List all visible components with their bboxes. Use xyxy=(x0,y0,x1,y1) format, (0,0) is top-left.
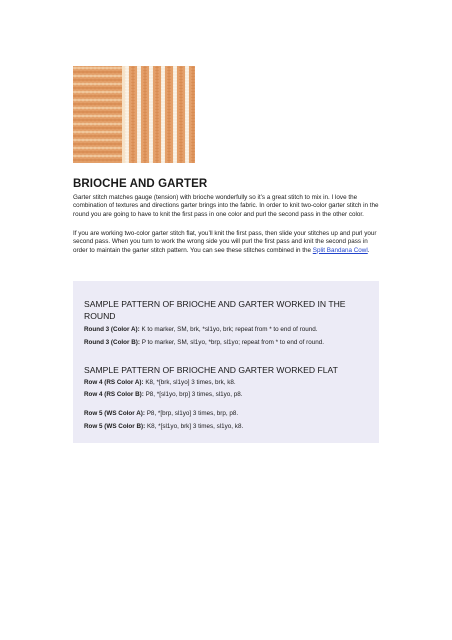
row-text: P8, *[brp, sl1yo] 3 times, brp, p8. xyxy=(144,410,239,417)
flat-row xyxy=(84,423,376,431)
row-text: K8, *[brk, sl1yo] 3 times, brk, k8. xyxy=(143,379,236,386)
row-label: Round 3 (Color A): xyxy=(84,326,140,333)
row-text: P to marker, SM, sl1yo, *brp, sl1yo; repeat from * to end of round. xyxy=(139,339,324,346)
section-title: BRIOCHE AND GARTER xyxy=(73,178,208,190)
sample-pattern-box xyxy=(73,281,379,443)
row-text: K8, *[sl1yo, brk] 3 times, sl1yo, k8. xyxy=(145,423,244,430)
flat-row xyxy=(84,391,376,399)
row-label: Row 4 (RS Color A): xyxy=(84,379,144,386)
swatch-photo xyxy=(73,66,195,163)
row-label: Row 5 (WS Color B): xyxy=(84,423,146,430)
knit-swatch-image xyxy=(73,66,195,163)
flat-paragraph xyxy=(73,230,383,255)
round-row xyxy=(84,326,376,334)
row-text: P8, *[sl1yo, brp] 3 times, sl1yo, p8. xyxy=(143,391,243,398)
flat-pattern-heading: SAMPLE PATTERN OF BRIOCHE AND GARTER WORKED FLAT xyxy=(84,365,338,375)
row-label: Round 3 (Color B): xyxy=(84,339,140,346)
flat-paragraph-end: . xyxy=(367,246,370,254)
row-label: Row 4 (RS Color B): xyxy=(84,391,144,398)
split-bandana-cowl-link[interactable]: Split Bandana Cowl xyxy=(312,246,368,254)
row-text: K to marker, SM, brk, *sl1yo, brk; repeat from * to end of round. xyxy=(139,326,318,333)
round-pattern-heading: SAMPLE PATTERN OF BRIOCHE AND GARTER WORKED IN THE ROUND xyxy=(84,299,346,321)
row-label: Row 5 (WS Color A): xyxy=(84,410,145,417)
intro-paragraph: Garter stitch matches gauge (tension) with brioche wonderfully so it’s a great stitch to mix in. I love the combination of textures and directions garter brings into the fabric. In order to knit two-color garter stitch in the round you are going to have to knit the first pass in one color and purl the second pass in the other color. xyxy=(73,194,379,218)
flat-paragraph-text: If you are working two-color garter stitch flat, you’ll knit the first pass, then slide your stitches up and purl your second pass. When you turn to work the wrong side you will purl the first pass and knit the second pass in order to maintain the garter stitch pattern. You can see these stitches combined in the xyxy=(73,230,377,254)
flat-row xyxy=(84,379,376,387)
round-row xyxy=(84,339,376,347)
flat-row xyxy=(84,410,376,418)
